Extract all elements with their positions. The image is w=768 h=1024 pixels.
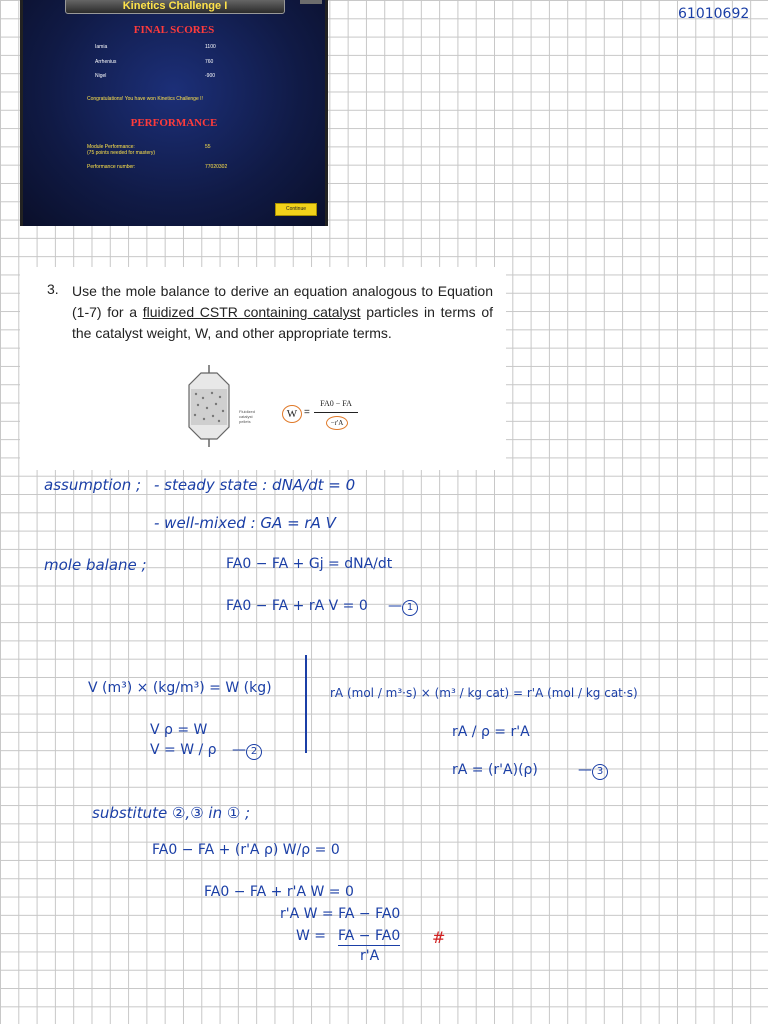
problem-number: 3.: [47, 281, 59, 297]
equation-tag-3: — 3: [578, 762, 608, 780]
rate-conversion-eq: rA (mol / m³·s) × (m³ / kg cat) = r'A (mol / kg cat·s): [330, 686, 638, 700]
student-id: 61010692: [678, 6, 750, 22]
score-value: -900: [205, 73, 216, 79]
assumption-well-mixed: - well-mixed : GA = rA V: [154, 514, 336, 532]
equation-tag-1: — 1: [388, 598, 418, 616]
score-name: Iamia: [95, 44, 108, 50]
score-name: Arrhenius: [95, 59, 117, 65]
performance-heading: PERFORMANCE: [130, 117, 218, 129]
assumption-label: assumption ;: [44, 476, 142, 494]
final-eq-denominator: r'A: [360, 948, 380, 964]
mole-balance-eq: FA0 − FA + Gj = dNA/dt: [226, 556, 393, 572]
substitution-eq-1: FA0 − FA + (r'A ρ) W/ρ = 0: [152, 842, 340, 858]
congrats-text: Congratulations! You have won Kinetics Challenge I!: [87, 96, 203, 102]
eq-denominator: −r'A: [326, 416, 348, 430]
module-performance-label: Module Performance:: [87, 144, 135, 150]
substitute-label: substitute ②,③ in ① ;: [92, 804, 251, 822]
underlined-phrase: fluidized CSTR containing catalyst: [142, 304, 361, 320]
game-title: Kinetics Challenge I: [65, 0, 285, 14]
score-value: 760: [205, 59, 214, 65]
rate-eq: rA = (r'A)(ρ): [452, 762, 538, 778]
performance-number-label: Performance number:: [87, 164, 136, 170]
continue-button[interactable]: Continue: [275, 203, 317, 216]
window-controls-icon: [300, 0, 322, 4]
reactor-label: Fluidized catalyst pellets: [239, 409, 256, 424]
volume-eq: V = W / ρ: [150, 742, 217, 758]
rate-relation-eq: rA / ρ = r'A: [452, 724, 530, 740]
volume-density-eq-2: V ρ = W: [150, 722, 208, 738]
final-eq-lhs: W =: [296, 928, 327, 944]
game-screenshot: [20, 0, 328, 226]
substitution-eq-3: r'A W = FA − FA0: [280, 906, 401, 922]
final-scores-heading: FINAL SCORES: [133, 24, 215, 36]
equation-tag-2: — 2: [232, 742, 262, 760]
fluidized-reactor-icon: [185, 365, 233, 447]
substitution-eq-2: FA0 − FA + r'A W = 0: [204, 884, 354, 900]
score-name: Nigel: [95, 73, 107, 79]
column-divider: [305, 655, 307, 753]
final-answer-mark: #: [432, 928, 446, 947]
assumption-steady-state: - steady state : dNA/dt = 0: [154, 476, 356, 494]
problem-text: Use the mole balance to derive an equation analogous to Equation (1-7) for a fluidized CSTR containing catalyst particles in terms of the catalyst weight, W, and other appropriate terms.: [72, 283, 493, 341]
performance-number-value: 77020302: [205, 164, 228, 170]
module-performance-value: 55: [205, 144, 211, 150]
eq-numerator: FA0 − FA: [320, 399, 352, 408]
module-performance-note: (75 points needed for mastery): [87, 150, 156, 156]
mole-balance-steady-eq: FA0 − FA + rA V = 0: [226, 598, 368, 614]
final-eq-numerator: FA − FA0: [338, 928, 401, 944]
volume-density-eq: V (m³) × (kg/m³) = W (kg): [88, 680, 272, 696]
problem-statement: 3. Use the mole balance to derive an equation analogous to Equation (1-7) for a fluidized CSTR containing catalyst particles in terms of the catalyst weight, W, and other appropriate terms. Fluidized catalyst pellets W = FA0 − FA −r'A: [20, 267, 506, 470]
mole-balance-label: mole balane ;: [44, 556, 147, 574]
score-value: 1100: [205, 44, 216, 50]
